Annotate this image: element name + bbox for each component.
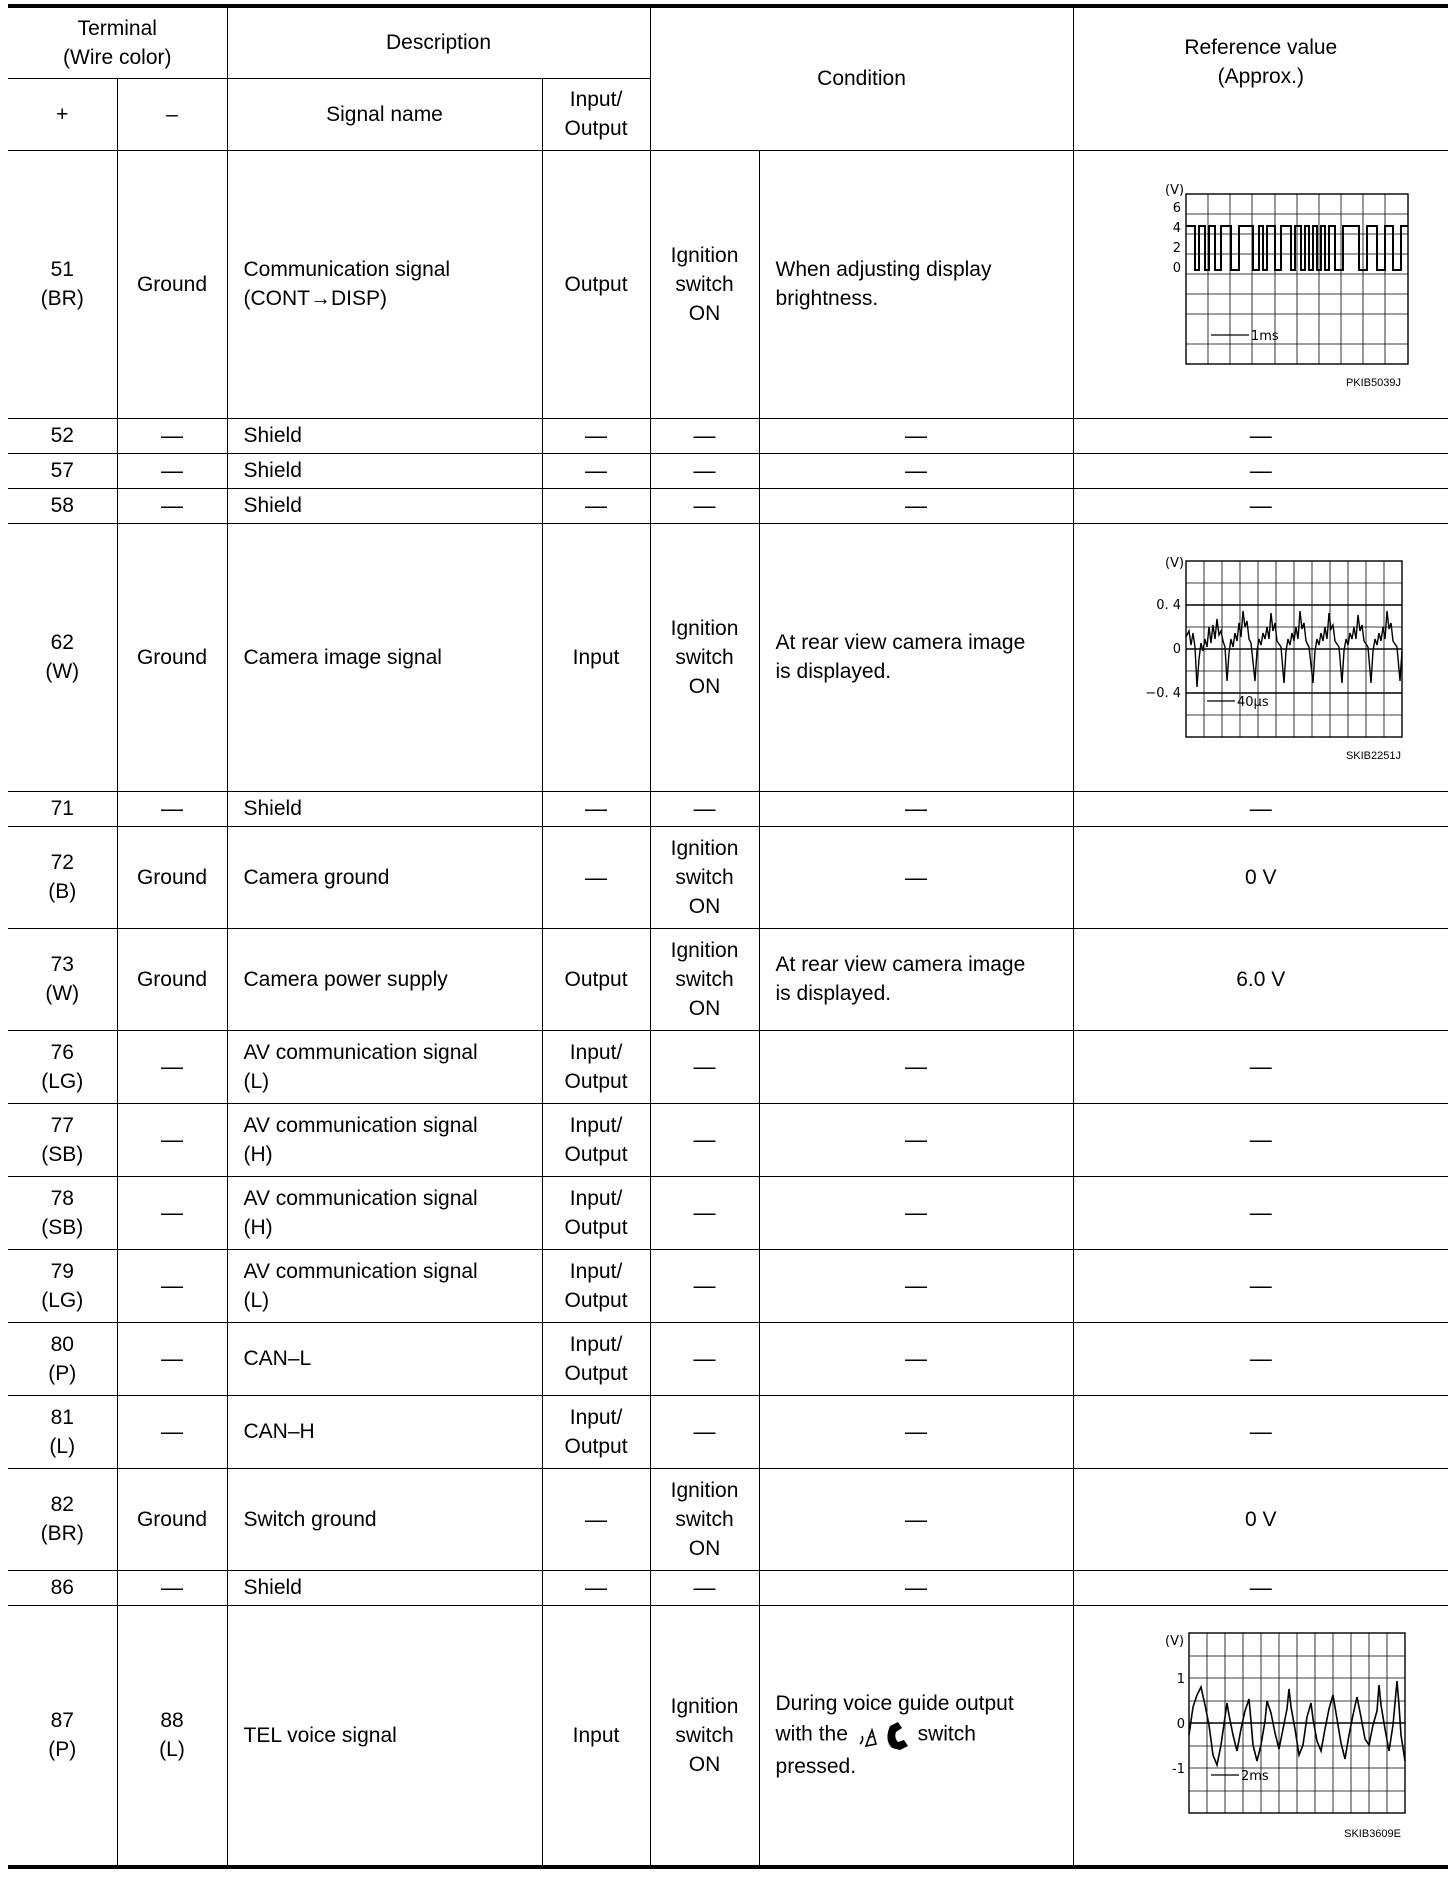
header-input-output: Input/ Output xyxy=(542,78,650,150)
wave3-timebase: 2ms xyxy=(1240,1769,1269,1785)
input-output: Output xyxy=(542,928,650,1030)
waveform-tel-voice-signal xyxy=(1111,1625,1411,1845)
input-output: Input/ Output xyxy=(542,1176,650,1249)
wave3-tick: -1 xyxy=(1171,1762,1185,1778)
input-output: — xyxy=(542,826,650,928)
condition-switch: — xyxy=(650,1249,759,1322)
reference-value: — xyxy=(1073,1395,1448,1468)
waveform-camera-signal xyxy=(1111,547,1411,767)
terminal-plus: 52 xyxy=(8,418,117,453)
wave2-code: SKIB2251J xyxy=(1345,750,1401,762)
terminal-reference-table xyxy=(8,4,1448,1869)
header-minus: – xyxy=(117,78,227,150)
terminal-plus: 57 xyxy=(8,453,117,488)
header-signal-name: Signal name xyxy=(227,78,542,150)
terminal-plus: 82 (BR) xyxy=(8,1468,117,1570)
terminal-minus: — xyxy=(117,1030,227,1103)
table-row xyxy=(8,453,1448,488)
terminal-plus: 86 xyxy=(8,1570,117,1605)
reference-value: — xyxy=(1073,488,1448,523)
table-row xyxy=(8,1249,1448,1322)
terminal-minus: — xyxy=(117,418,227,453)
terminal-plus: 78 (SB) xyxy=(8,1176,117,1249)
condition-detail: — xyxy=(759,1468,1073,1570)
waveform-comm-signal xyxy=(1111,174,1411,394)
condition-switch: — xyxy=(650,791,759,826)
terminal-minus: — xyxy=(117,1103,227,1176)
condition-detail: At rear view camera image is displayed. xyxy=(759,523,1073,791)
terminal-minus: Ground xyxy=(117,150,227,418)
reference-value: — xyxy=(1073,453,1448,488)
terminal-minus: — xyxy=(117,1249,227,1322)
wave2-grid xyxy=(1186,561,1402,737)
header-reference-value: Reference value (Approx.) xyxy=(1073,6,1448,150)
input-output: Input xyxy=(542,1605,650,1867)
terminal-minus: Ground xyxy=(117,523,227,791)
terminal-plus: 62 (W) xyxy=(8,523,117,791)
signal-name: CAN–L xyxy=(227,1322,542,1395)
wave3-tick: 0 xyxy=(1176,1717,1185,1733)
input-output: Input xyxy=(542,523,650,791)
condition-detail: — xyxy=(759,791,1073,826)
signal-name: AV communication signal (H) xyxy=(227,1176,542,1249)
signal-name: Switch ground xyxy=(227,1468,542,1570)
input-output: — xyxy=(542,488,650,523)
table-row xyxy=(8,1103,1448,1176)
reference-value: 0 V xyxy=(1073,1468,1448,1570)
signal-name: Communication signal (CONT→DISP) xyxy=(227,150,542,418)
wave1-tick: 0 xyxy=(1172,261,1181,276)
table-row xyxy=(8,1322,1448,1395)
signal-name: Camera power supply xyxy=(227,928,542,1030)
terminal-minus: — xyxy=(117,1570,227,1605)
header-terminal: Terminal (Wire color) xyxy=(8,6,227,78)
signal-name: AV communication signal (L) xyxy=(227,1030,542,1103)
wave2-unit: (V) xyxy=(1164,556,1184,571)
wave1-timebase: 1ms xyxy=(1250,329,1279,344)
wave1-tick: 2 xyxy=(1172,241,1181,256)
terminal-plus: 51 (BR) xyxy=(8,150,117,418)
wave3-grid xyxy=(1189,1633,1405,1813)
terminal-plus: 79 (LG) xyxy=(8,1249,117,1322)
input-output: Output xyxy=(542,150,650,418)
reference-value: 6.0 V xyxy=(1073,928,1448,1030)
terminal-minus: Ground xyxy=(117,928,227,1030)
reference-waveform-2 xyxy=(1073,523,1448,791)
condition-switch: — xyxy=(650,453,759,488)
condition-switch: — xyxy=(650,1322,759,1395)
reference-value: 0 V xyxy=(1073,826,1448,928)
condition-switch: — xyxy=(650,1103,759,1176)
terminal-plus: 77 (SB) xyxy=(8,1103,117,1176)
condition-switch: — xyxy=(650,1030,759,1103)
terminal-table-wrapper xyxy=(8,4,1448,1869)
table-row xyxy=(8,1570,1448,1605)
condition-detail: — xyxy=(759,1030,1073,1103)
condition-detail: — xyxy=(759,1249,1073,1322)
table-row xyxy=(8,523,1448,791)
terminal-minus: — xyxy=(117,453,227,488)
condition-switch: Ignition switch ON xyxy=(650,826,759,928)
terminal-plus: 80 (P) xyxy=(8,1322,117,1395)
input-output: — xyxy=(542,418,650,453)
table-row xyxy=(8,1176,1448,1249)
terminal-plus: 71 xyxy=(8,791,117,826)
wave1-tick: 4 xyxy=(1172,221,1181,236)
reference-value: — xyxy=(1073,1030,1448,1103)
wave3-unit: (V) xyxy=(1164,1634,1184,1650)
condition-detail: — xyxy=(759,1395,1073,1468)
input-output: Input/ Output xyxy=(542,1395,650,1468)
wave3-tick: 1 xyxy=(1176,1672,1185,1688)
table-row xyxy=(8,1605,1448,1867)
input-output: — xyxy=(542,453,650,488)
table-row xyxy=(8,488,1448,523)
header-plus: + xyxy=(8,78,117,150)
reference-value: — xyxy=(1073,1103,1448,1176)
wave2-tick: −0. 4 xyxy=(1145,686,1181,701)
signal-name: Camera ground xyxy=(227,826,542,928)
terminal-minus: — xyxy=(117,488,227,523)
condition-detail: — xyxy=(759,1103,1073,1176)
wave1-unit: (V) xyxy=(1164,183,1184,198)
condition-detail: — xyxy=(759,453,1073,488)
signal-name: AV communication signal (H) xyxy=(227,1103,542,1176)
signal-name: Shield xyxy=(227,453,542,488)
input-output: — xyxy=(542,1468,650,1570)
input-output: Input/ Output xyxy=(542,1030,650,1103)
wave2-tick: 0 xyxy=(1172,642,1181,657)
condition-detail: — xyxy=(759,1570,1073,1605)
input-output: — xyxy=(542,791,650,826)
terminal-minus: — xyxy=(117,791,227,826)
condition-switch: — xyxy=(650,1570,759,1605)
reference-value: — xyxy=(1073,1249,1448,1322)
terminal-minus: — xyxy=(117,1176,227,1249)
table-row xyxy=(8,826,1448,928)
terminal-plus: 58 xyxy=(8,488,117,523)
condition-switch: Ignition switch ON xyxy=(650,523,759,791)
signal-name: AV communication signal (L) xyxy=(227,1249,542,1322)
header-description: Description xyxy=(227,6,650,78)
condition-switch: — xyxy=(650,1395,759,1468)
reference-value: — xyxy=(1073,1570,1448,1605)
signal-name: Shield xyxy=(227,1570,542,1605)
terminal-plus: 81 (L) xyxy=(8,1395,117,1468)
terminal-minus: Ground xyxy=(117,826,227,928)
condition-detail: When adjusting display brightness. xyxy=(759,150,1073,418)
reference-waveform-3 xyxy=(1073,1605,1448,1867)
condition-detail: At rear view camera image is displayed. xyxy=(759,928,1073,1030)
table-row xyxy=(8,418,1448,453)
condition-switch: Ignition switch ON xyxy=(650,150,759,418)
signal-name: TEL voice signal xyxy=(227,1605,542,1867)
input-output: Input/ Output xyxy=(542,1249,650,1322)
table-row xyxy=(8,1468,1448,1570)
condition-switch: — xyxy=(650,488,759,523)
condition-switch: — xyxy=(650,418,759,453)
wave1-code: PKIB5039J xyxy=(1345,377,1401,389)
input-output: — xyxy=(542,1570,650,1605)
input-output: Input/ Output xyxy=(542,1322,650,1395)
reference-waveform-1 xyxy=(1073,150,1448,418)
header-condition: Condition xyxy=(650,6,1073,150)
terminal-minus: Ground xyxy=(117,1468,227,1570)
terminal-minus: 88 (L) xyxy=(117,1605,227,1867)
signal-name: Shield xyxy=(227,488,542,523)
table-row xyxy=(8,1030,1448,1103)
wave2-tick: 0. 4 xyxy=(1155,598,1181,613)
terminal-plus: 87 (P) xyxy=(8,1605,117,1867)
condition-switch: Ignition switch ON xyxy=(650,1468,759,1570)
condition-detail: — xyxy=(759,418,1073,453)
reference-value: — xyxy=(1073,1176,1448,1249)
table-row xyxy=(8,928,1448,1030)
input-output: Input/ Output xyxy=(542,1103,650,1176)
condition-switch: Ignition switch ON xyxy=(650,928,759,1030)
signal-name: Shield xyxy=(227,418,542,453)
tel-voice-switch-icon xyxy=(854,1718,912,1752)
wave3-code: SKIB3609E xyxy=(1343,1828,1401,1841)
table-row xyxy=(8,1395,1448,1468)
signal-name: Camera image signal xyxy=(227,523,542,791)
reference-value: — xyxy=(1073,791,1448,826)
signal-name: Shield xyxy=(227,791,542,826)
terminal-plus: 76 (LG) xyxy=(8,1030,117,1103)
condition-detail: — xyxy=(759,1322,1073,1395)
reference-value: — xyxy=(1073,1322,1448,1395)
condition-switch: — xyxy=(650,1176,759,1249)
condition-detail: — xyxy=(759,488,1073,523)
condition-detail: — xyxy=(759,826,1073,928)
table-row xyxy=(8,791,1448,826)
terminal-minus: — xyxy=(117,1395,227,1468)
terminal-plus: 73 (W) xyxy=(8,928,117,1030)
wave2-timebase: 40μs xyxy=(1236,695,1269,710)
table-row xyxy=(8,150,1448,418)
wave1-tick: 6 xyxy=(1172,201,1181,216)
terminal-minus: — xyxy=(117,1322,227,1395)
condition-switch: Ignition switch ON xyxy=(650,1605,759,1867)
signal-name: CAN–H xyxy=(227,1395,542,1468)
reference-value: — xyxy=(1073,418,1448,453)
terminal-plus: 72 (B) xyxy=(8,826,117,928)
condition-detail: — xyxy=(759,1176,1073,1249)
header-row-1 xyxy=(8,6,1448,78)
condition-detail: During voice guide output with the switch pressed. xyxy=(759,1605,1073,1867)
wave1-grid xyxy=(1186,194,1408,364)
